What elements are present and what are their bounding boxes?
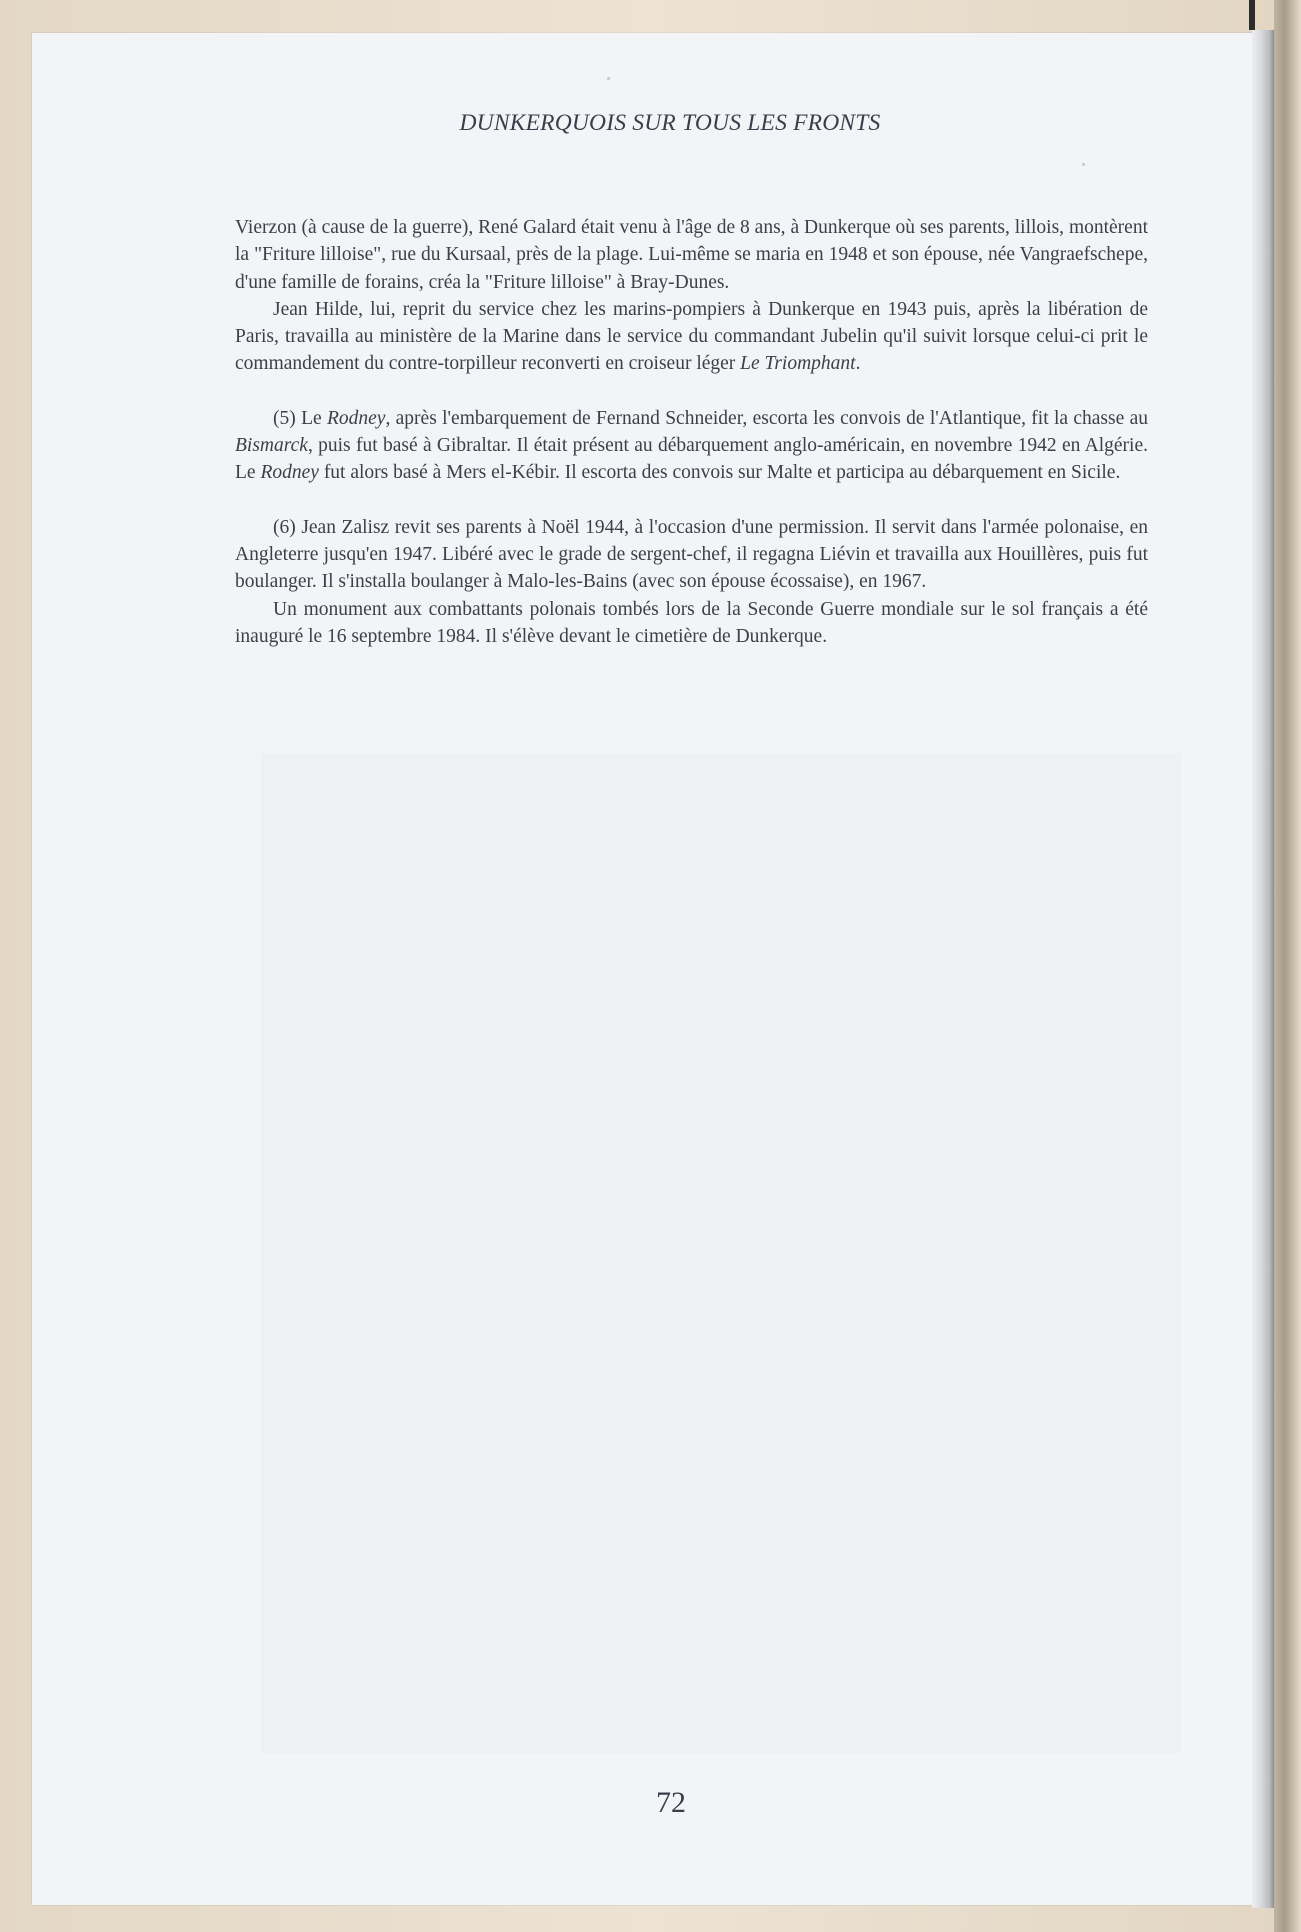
text-run: Un monument aux combattants polonais tombés lors de la Seconde Guerre mondiale sur le sol français a été inauguré le 16 septembre 1984. Il s'élève devant le cimetière de Dunkerque. — [235, 598, 1148, 647]
text-run: Vierzon (à cause de la guerre), René Galard était venu à l'âge de 8 ans, à Dunkerque où ses parents, lillois, montèrent la "Friture lilloise", rue du Kursaal, près de la plage. Lui-même se maria en 1948 et son épouse, née Vangraefschepe, d'une famille de forains, créa la "Friture lilloise" à Bray-Dunes. — [235, 217, 1148, 293]
page-edge — [1252, 30, 1274, 1908]
text-run: (5) Le — [273, 407, 327, 429]
text-run: Jean Hilde, lui, reprit du service chez les marins-pompiers à Dunkerque en 1943 puis, après la libération de Paris, travailla au ministère de la Marine dans le service du commandant Jubelin qu'il suivit lorsque celui-ci prit le commandement du contre-torpilleur reconverti en croiseur léger — [235, 298, 1148, 375]
italic-text: Le Triomphant — [740, 353, 856, 375]
paper-fleck — [1082, 163, 1085, 166]
paragraph — [235, 296, 1148, 378]
text-run: fut alors basé à Mers el-Kébir. Il escorta des convois sur Malte et participa au débarquement en Sicile. — [318, 462, 1121, 484]
show-through-area — [261, 753, 1181, 1753]
running-title: DUNKERQUOIS SUR TOUS LES FRONTS — [459, 110, 881, 136]
text-run: . — [855, 353, 861, 375]
paper-fleck — [607, 77, 610, 80]
paragraph — [235, 214, 1148, 296]
book-binding — [1274, 0, 1301, 1932]
page-number: 72 — [656, 1786, 686, 1819]
text-run: (6) Jean Zalisz revit ses parents à Noël 1944, à l'occasion d'une permission. Il servit dans l'armée polonaise, en Angleterre jusqu'en 1947. Libéré avec le grade de sergent-chef, il regagna Liévin et travailla aux Houillères, puis fut boulanger. Il s'installa boulanger à Malo-les-Bains (avec son épouse écossaise), en 1967. — [235, 516, 1148, 593]
paragraph — [235, 514, 1148, 596]
body-text — [235, 214, 1148, 650]
binding-shadow — [1249, 0, 1255, 30]
italic-text: Rodney — [260, 462, 319, 484]
paragraph — [235, 405, 1148, 487]
paragraph — [235, 596, 1148, 651]
italic-text: Bismarck — [235, 435, 308, 457]
text-run: , puis fut basé à Gibraltar. Il était présent au débarquement anglo-américain, en novembre 1942 en Algérie. Le — [235, 435, 1148, 484]
italic-text: Rodney — [326, 407, 386, 429]
text-run: , après l'embarquement de Fernand Schneider, escorta les convois de l'Atlantique, fit la chasse au — [385, 407, 1148, 429]
